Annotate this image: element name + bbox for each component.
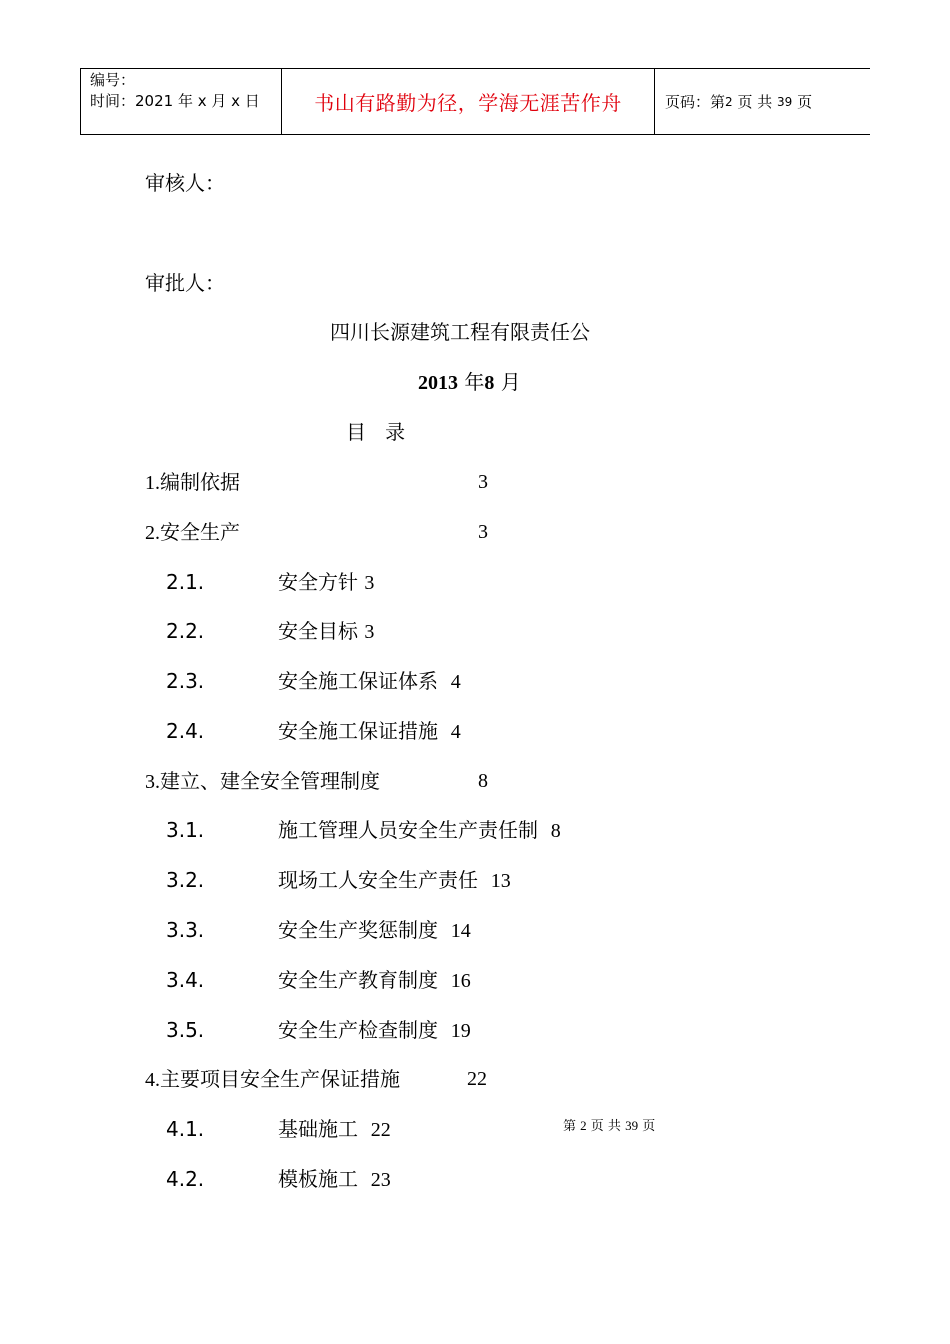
toc-title-text: 施工管理人员安全生产责任制 <box>278 818 538 842</box>
toc-page: 8 <box>478 770 488 792</box>
toc-item <box>278 669 461 694</box>
toc-num: 2.1. <box>166 570 205 594</box>
header-page-suffix: 页 <box>797 93 813 111</box>
footer-page-number <box>563 1115 655 1134</box>
toc-page: 3 <box>364 621 375 643</box>
toc-item <box>145 1067 400 1092</box>
footer-mid: 页 共 <box>590 1119 621 1134</box>
toc-num: 4. <box>145 1069 160 1091</box>
toc-title-text: 安全生产教育制度 <box>278 968 438 992</box>
toc-title-text: 安全目标 <box>278 619 358 643</box>
toc-item <box>278 619 374 644</box>
toc-item <box>278 570 374 595</box>
toc-num: 3.5. <box>166 1018 205 1042</box>
toc-num: 1. <box>145 472 160 494</box>
toc-title-text: 编制依据 <box>160 470 240 494</box>
toc-num: 4.1. <box>166 1117 205 1141</box>
toc-page: 19 <box>450 1020 471 1042</box>
toc-title-text: 基础施工 <box>278 1117 358 1141</box>
toc-title-text: 主要项目安全生产保证措施 <box>160 1067 400 1091</box>
toc-page: 4 <box>450 721 461 743</box>
toc-page: 22 <box>370 1119 391 1141</box>
header-page-info <box>655 69 870 134</box>
header-page-total: 39 <box>777 94 793 109</box>
reviewer-label: 审核人： <box>145 171 225 195</box>
toc-item <box>145 520 240 545</box>
toc-page: 16 <box>450 970 471 992</box>
header-motto: 书山有路勤为径，学海无涯苦作舟 <box>282 69 655 134</box>
toc-title-text: 安全施工保证措施 <box>278 719 438 743</box>
company-name: 四川长源建筑工程有限责任公 <box>330 320 590 344</box>
toc-page: 14 <box>450 920 471 942</box>
header-meta <box>81 69 282 134</box>
footer-total: 39 <box>625 1118 639 1133</box>
date-year-char: 年 <box>464 370 485 394</box>
approver-label: 审批人： <box>145 271 225 295</box>
date-year: 2013 <box>418 372 458 394</box>
toc-item <box>145 470 240 495</box>
toc-num: 2.3. <box>166 669 205 693</box>
toc-item <box>278 868 511 893</box>
toc-page: 3 <box>478 471 488 493</box>
footer-suffix: 页 <box>642 1119 656 1134</box>
toc-num: 3.2. <box>166 868 205 892</box>
toc-num: 3.3. <box>166 918 205 942</box>
toc-num: 3.4. <box>166 968 205 992</box>
toc-title-text: 建立、建全安全管理制度 <box>160 769 380 793</box>
toc-page: 3 <box>364 572 375 594</box>
footer-prefix: 第 <box>563 1119 577 1134</box>
toc-num: 3.1. <box>166 818 205 842</box>
toc-item <box>278 1117 391 1142</box>
toc-item <box>145 769 380 794</box>
toc-page: 22 <box>467 1068 487 1090</box>
toc-title-text: 安全方针 <box>278 570 358 594</box>
toc-item <box>278 1018 471 1043</box>
toc-title-text: 安全施工保证体系 <box>278 669 438 693</box>
toc-page: 13 <box>490 870 511 892</box>
toc-num: 2.4. <box>166 719 205 743</box>
page-header <box>80 68 870 135</box>
header-page-mid: 页 共 <box>737 93 773 111</box>
header-page-prefix: 页码：第 <box>665 93 726 111</box>
header-number-label: 编号： <box>90 71 136 89</box>
toc-item <box>278 818 561 843</box>
toc-num: 3. <box>145 771 160 793</box>
toc-num: 2.2. <box>166 619 205 643</box>
toc-item <box>278 719 461 744</box>
toc-num: 2. <box>145 522 160 544</box>
date-month: 8 <box>484 372 495 394</box>
toc-num: 4.2. <box>166 1167 205 1191</box>
toc-title-text: 模板施工 <box>278 1167 358 1191</box>
toc-page: 3 <box>478 521 488 543</box>
toc-page: 4 <box>450 671 461 693</box>
toc-item <box>278 968 471 993</box>
toc-title-text: 安全生产检查制度 <box>278 1018 438 1042</box>
toc-title: 目 录 <box>346 420 406 444</box>
toc-item <box>278 918 471 943</box>
header-page-current: 2 <box>725 94 733 109</box>
toc-page: 23 <box>370 1169 391 1191</box>
toc-title-text: 安全生产 <box>160 520 240 544</box>
toc-title-text: 安全生产奖惩制度 <box>278 918 438 942</box>
toc-page: 8 <box>550 820 561 842</box>
date-month-char: 月 <box>500 370 521 394</box>
toc-item <box>278 1167 391 1192</box>
footer-current: 2 <box>580 1118 587 1133</box>
header-time-label: 时间：2021 年 x 月 x 日 <box>90 92 260 110</box>
document-date <box>418 370 521 395</box>
toc-title-text: 现场工人安全生产责任 <box>278 868 478 892</box>
